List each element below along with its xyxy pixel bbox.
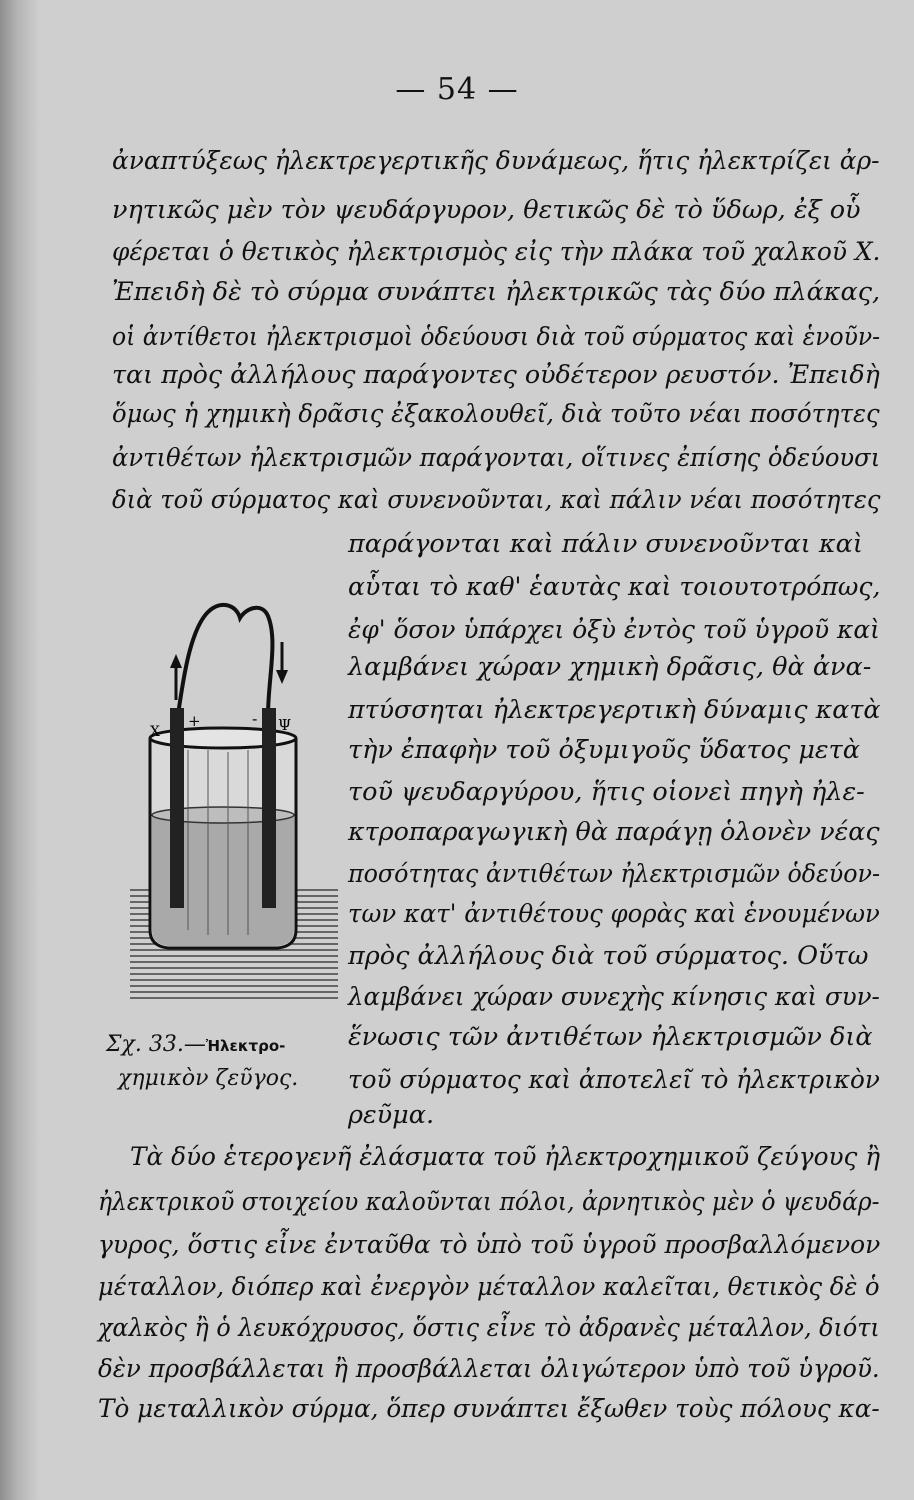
zinc-label: Ψ	[278, 716, 292, 734]
page-edge-shadow	[0, 0, 40, 1500]
zinc-plate	[262, 708, 276, 908]
text-line: μέταλλον, διόπερ καὶ ἐνεργὸν μέταλλον καλεῖται, θετικὸς δὲ ὁ	[98, 1272, 880, 1302]
electrochemical-cell-figure	[128, 590, 342, 1020]
text-line: Ἐπειδὴ δὲ τὸ σύρμα συνάπτει ἠλεκτρικῶς τὰς δύο πλάκας,	[112, 277, 881, 307]
text-line: τοῦ ψευδαργύρου, ἥτις οἱονεὶ πηγὴ ἠλε-	[348, 777, 865, 807]
text-line: δὲν προσβάλλεται ἢ προσβάλλεται ὀλιγώτερον ὑπὸ τοῦ ὑγροῦ.	[98, 1354, 880, 1384]
text-line: γυρος, ὅστις εἶνε ἐνταῦθα τὸ ὑπὸ τοῦ ὑγροῦ προσβαλλόμενον	[98, 1230, 881, 1260]
text-line: οἱ ἀντίθετοι ἠλεκτρισμοὶ ὁδεύουσι διὰ τοῦ σύρματος καὶ ἑνοῦν-	[112, 322, 881, 352]
text-line: αὗται τὸ καθ' ἑαυτὰς καὶ τοιουτοτρόπως,	[348, 572, 881, 602]
page-number: — 54 —	[395, 72, 519, 107]
text-line: ἕνωσις τῶν ἀντιθέτων ἠλεκτρισμῶν διὰ	[348, 1022, 873, 1052]
text-line: ἠλεκτρικοῦ στοιχείου καλοῦνται πόλοι, ἀρνητικὸς μὲν ὁ ψευδάρ-	[98, 1187, 880, 1217]
copper-label: Χ	[150, 724, 160, 740]
caption-number: Σχ. 33.—	[106, 1032, 206, 1057]
minus-sign: -	[252, 709, 258, 728]
caption-line-1	[106, 1034, 285, 1056]
text-line: τὴν ἐπαφὴν τοῦ ὀξυμιγοῦς ὕδατος μετὰ	[348, 735, 860, 765]
text-line: ἀναπτύξεως ἠλεκτρεγερτικῆς δυνάμεως, ἥτις ἠλεκτρίζει ἀρ-	[112, 146, 880, 176]
text-line: ρεῦμα.	[348, 1100, 435, 1130]
text-line: ὅμως ἡ χημικὴ δρᾶσις ἐξακολουθεῖ, διὰ τοῦτο νέαι ποσότητες	[112, 399, 880, 429]
text-line: τοῦ σύρματος καὶ ἀποτελεῖ τὸ ἠλεκτρικὸν	[348, 1065, 880, 1095]
text-line: παράγονται καὶ πάλιν συνενοῦνται καὶ	[348, 529, 863, 559]
text-line: λαμβάνει χώραν συνεχὴς κίνησις καὶ συν-	[348, 982, 880, 1012]
text-line: λαμβάνει χώραν χημικὴ δρᾶσις, θὰ ἀνα-	[348, 652, 872, 682]
copper-plate	[170, 708, 184, 908]
text-line: διὰ τοῦ σύρματος καὶ συνενοῦνται, καὶ πάλιν νέαι ποσότητες	[112, 485, 881, 515]
electrochemical-cell-illustration	[128, 590, 342, 1020]
text-line: πτύσσηται ἠλεκτρεγερτικὴ δύναμις κατὰ	[348, 695, 881, 725]
caption-title: Ἠλεκτρο-	[205, 1037, 286, 1055]
text-line: φέρεται ὁ θετικὸς ἠλεκτρισμὸς εἰς τὴν πλάκα τοῦ χαλκοῦ Χ.	[112, 237, 881, 267]
text-line: ποσότητας ἀντιθέτων ἠλεκτρισμῶν ὁδεύον-	[348, 859, 881, 889]
connecting-wire	[178, 605, 272, 715]
caption-line-2: χημικὸν ζεῦγος.	[118, 1066, 299, 1091]
text-line: ἐφ' ὅσον ὑπάρχει ὀξὺ ἐντὸς τοῦ ὑγροῦ καὶ	[348, 615, 880, 645]
text-line: νητικῶς μὲν τὸν ψευδάργυρον, θετικῶς δὲ τὸ ὕδωρ, ἐξ οὗ	[112, 195, 861, 225]
text-line: ται πρὸς ἀλλήλους παράγοντες οὐδέτερον ρευστόν. Ἐπειδὴ	[112, 360, 880, 390]
text-line: των κατ' ἀντιθέτους φορὰς καὶ ἑνουμένων	[348, 899, 880, 929]
text-line: Τὰ δύο ἑτερογενῆ ἐλάσματα τοῦ ἠλεκτροχημικοῦ ζεύγους ἢ	[130, 1142, 881, 1172]
plus-sign: +	[188, 712, 201, 730]
text-line: κτροπαραγωγικὴ θὰ παράγῃ ὁλονὲν νέας	[348, 817, 880, 847]
text-line: Τὸ μεταλλικὸν σύρμα, ὅπερ συνάπτει ἔξωθεν τοὺς πόλους κα-	[98, 1394, 880, 1424]
text-line: χαλκὸς ἢ ὁ λευκόχρυσος, ὅστις εἶνε τὸ ἀδρανὲς μέταλλον, διότι	[98, 1313, 880, 1343]
text-line: πρὸς ἀλλήλους διὰ τοῦ σύρματος. Οὕτω	[348, 941, 869, 971]
text-line: ἀντιθέτων ἠλεκτρισμῶν παράγονται, οἵτινες ἐπίσης ὁδεύουσι	[112, 443, 881, 473]
